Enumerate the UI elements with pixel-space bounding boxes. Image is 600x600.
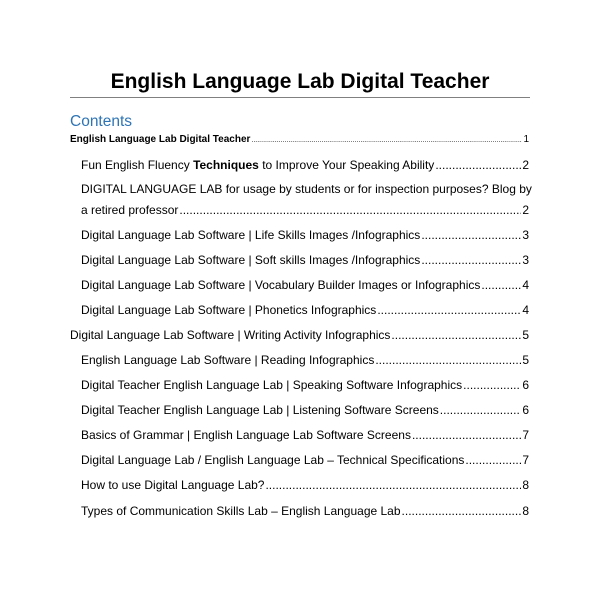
toc-page-number: 4 xyxy=(522,303,529,317)
toc-entry-title: Digital Teacher English Language Lab | Listening Software Screens xyxy=(81,403,439,417)
toc-leader-dots xyxy=(465,452,521,468)
toc-page-number: 1 xyxy=(523,134,529,145)
toc-leader-dots xyxy=(265,477,521,493)
toc-leader-dots xyxy=(463,377,521,393)
toc-entry[interactable] xyxy=(81,202,529,218)
toc-entry-title: Digital Language Lab Software | Life Skills Images /Infographics xyxy=(81,228,421,242)
toc-entry-title: English Language Lab Digital Teacher xyxy=(70,134,251,145)
toc-entry-title-line1[interactable]: DIGITAL LANGUAGE LAB for usage by students or for inspection purposes? Blog by xyxy=(81,182,532,196)
toc-entry-text-part: Fun English Fluency xyxy=(81,158,194,172)
toc-page-number: 3 xyxy=(522,228,529,242)
toc-leader-dots xyxy=(421,227,521,243)
toc-leader-dots xyxy=(179,202,521,218)
toc-entry[interactable] xyxy=(70,327,529,343)
toc-leader-dots xyxy=(391,327,521,343)
toc-page-number: 7 xyxy=(522,428,529,442)
toc-entry-title: How to use Digital Language Lab? xyxy=(81,478,265,492)
toc-entry-title: Digital Language Lab Software | Writing Activity Infographics xyxy=(70,328,391,342)
toc-entry-text-part: to Improve Your Speaking Ability xyxy=(258,158,435,172)
toc-entry[interactable] xyxy=(81,252,529,268)
toc-entry[interactable] xyxy=(81,302,529,318)
toc-page-number: 7 xyxy=(522,453,529,467)
toc-page-number: 8 xyxy=(522,478,529,492)
toc-leader-dots xyxy=(412,427,521,443)
toc-page-number: 8 xyxy=(522,504,529,518)
toc-entry[interactable] xyxy=(81,503,529,519)
toc-leader-dots xyxy=(481,277,521,293)
toc-page-number: 5 xyxy=(522,353,529,367)
toc-entry[interactable] xyxy=(81,157,529,173)
toc-entry[interactable] xyxy=(81,352,529,368)
toc-page-number: 5 xyxy=(522,328,529,342)
toc-entry-title: a retired professor xyxy=(81,203,179,217)
toc-leader-dots xyxy=(251,133,522,149)
toc-page-number: 2 xyxy=(522,203,529,217)
toc-entry[interactable] xyxy=(81,227,529,243)
toc-leader-dots xyxy=(402,503,522,519)
toc-entry-title: Digital Teacher English Language Lab | Speaking Software Infographics xyxy=(81,378,463,392)
toc-page-number: 3 xyxy=(522,253,529,267)
toc-leader-dots xyxy=(377,302,521,318)
toc-leader-dots xyxy=(435,157,521,173)
toc-page-number: 4 xyxy=(522,278,529,292)
toc-entry[interactable] xyxy=(81,452,529,468)
toc-entry[interactable] xyxy=(81,477,529,493)
toc-entry-bold-word: Techniques xyxy=(193,158,259,172)
toc-entry[interactable] xyxy=(70,132,529,149)
toc-entry[interactable] xyxy=(81,377,529,393)
toc-entry[interactable] xyxy=(81,277,529,293)
toc-leader-dots xyxy=(440,402,522,418)
toc-leader-dots xyxy=(421,252,521,268)
toc-entry-title: Digital Language Lab / English Language Lab – Technical Specifications xyxy=(81,453,465,467)
toc-leader-dots xyxy=(375,352,521,368)
toc-entry-title: Types of Communication Skills Lab – English Language Lab xyxy=(81,504,401,518)
toc-entry-title: Digital Language Lab Software | Soft skills Images /Infographics xyxy=(81,253,421,267)
contents-heading: Contents xyxy=(70,113,133,130)
toc-page-number: 6 xyxy=(522,378,529,392)
toc-entry[interactable] xyxy=(81,427,529,443)
toc-page-number: 2 xyxy=(522,158,529,172)
toc-entry-title: English Language Lab Software | Reading Infographics xyxy=(81,353,375,367)
toc-entry-title xyxy=(81,157,434,173)
toc-entry-title: Digital Language Lab Software | Phonetics Infographics xyxy=(81,303,377,317)
document-title: English Language Lab Digital Teacher xyxy=(110,70,490,93)
toc-entry[interactable] xyxy=(81,402,529,418)
toc-entry-title: Digital Language Lab Software | Vocabulary Builder Images or Infographics xyxy=(81,278,481,292)
toc-entry-title: Basics of Grammar | English Language Lab Software Screens xyxy=(81,428,411,442)
toc-page-number: 6 xyxy=(522,403,529,417)
